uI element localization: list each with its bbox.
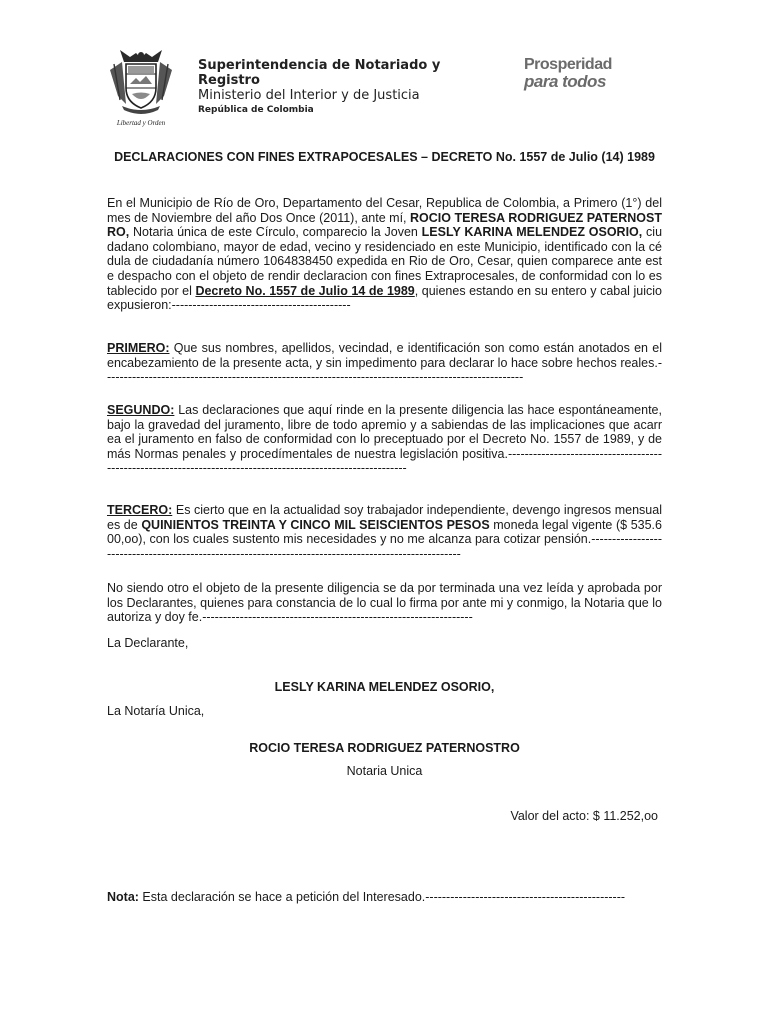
organization-name: Superintendencia de Notariado y Registro (198, 58, 441, 88)
notary-title: Notaria Unica (346, 764, 423, 778)
primero-label: PRIMERO: (107, 341, 170, 355)
slogan-line-2: para todos (524, 72, 606, 91)
closing-paragraph: No siendo otro el objeto de la presente diligencia se da por terminada una vez leída y aprobada por los Declarantes, quienes para constancia de lo cual lo firma por ante mi y conmigo, la Notaria que lo autoriza y doy fe.----------------------------------------------------------------- (107, 581, 662, 625)
declarant-signature-name: LESLY KARINA MELENDEZ OSORIO, (274, 680, 495, 694)
segundo-paragraph (107, 403, 662, 476)
intro-declarant-name: LESLY KARINA MELENDEZ OSORIO, (421, 225, 643, 240)
ministry-name: Ministerio del Interior y de Justicia (198, 88, 420, 103)
intro-text-3: ciudadano colombiano, mayor de edad, vecino y residenciado en este Municipio, identificado con la cédula de ciudadanía número 1064838450 expedida en Rio de Oro, Cesar, quien comparece ante este despacho con el objeto de rendir declaracion con fines Extraprocesales, de conformidad con lo establecido por el (107, 225, 663, 298)
crest-caption: Libertad y Orden (116, 119, 166, 127)
tercero-text-1: Es cierto que en la actualidad soy trabajador independiente, devengo ingresos mensuales de (107, 503, 662, 532)
primero-text: Que sus nombres, apellidos, vecindad, e identificación son como están anotados en el encabezamiento de la presente acta, y sin impedimento para declarar lo hace sobre hechos reales.----------------------------------------------------------------------------------------------------- (107, 341, 662, 385)
slogan-logo (524, 56, 614, 90)
coat-of-arms-icon (106, 44, 176, 128)
intro-notary-name: ROCIO TERESA RODRIGUEZ PATERNOSTRO, (107, 210, 662, 240)
organization-block (198, 58, 458, 116)
declarant-label: La Declarante, (107, 636, 189, 650)
primero-paragraph (107, 341, 662, 385)
notary-signature-name: ROCIO TERESA RODRIGUEZ PATERNOSTRO (249, 741, 520, 755)
note-label: Nota: (107, 890, 139, 904)
coat-of-arms-logo (106, 44, 176, 128)
act-value: Valor del acto: $ 11.252,oo (510, 809, 658, 823)
segundo-text: Las declaraciones que aquí rinde en la presente diligencia las hace espontáneamente, bajo la gravedad del juramento, libre de todo apremio y a sabiendas de las implicaciones que acarrea el juramento en falso de conformidad con lo preceptuado por el Decreto No. 1557 de 1989, y demás Normas penales y procedímentales de nuestra legislación positiva.------------------------------------------------------------------------------------------------------------- (107, 403, 662, 476)
tercero-amount-words: QUINIENTOS TREINTA Y CINCO MIL SEISCIENTOS PESOS (141, 517, 490, 532)
intro-text-4: , quienes estando en su entero y cabal juicio expusieron:------------------------------------------- (107, 283, 662, 313)
note-line (107, 890, 667, 905)
notary-label: La Notaría Unica, (107, 704, 205, 718)
tercero-text-2: moneda legal vigente ($ 535.600,oo), con los cuales sustento mis necesidades y no me alcanza para cotizar pensión.------------------------------------------------------------------------------------------------------ (107, 517, 662, 561)
tercero-label: TERCERO: (107, 503, 173, 517)
republic-name: República de Colombia (198, 105, 314, 115)
note-text: Esta declaración se hace a petición del Interesado.------------------------------------------------ (138, 890, 626, 904)
tercero-paragraph (107, 503, 662, 561)
intro-decree: Decreto No. 1557 de Julio 14 de 1989 (195, 283, 415, 298)
segundo-label: SEGUNDO: (107, 403, 175, 417)
intro-paragraph (107, 196, 662, 313)
document-title: DECLARACIONES CON FINES EXTRAPOCESALES – DECRETO No. 1557 de Julio (14) 1989 (114, 150, 655, 164)
slogan-line-1: Prosperidad (524, 56, 612, 73)
intro-text-2: Notaria única de este Círculo, comparecio la Joven (129, 225, 422, 240)
intro-text-1: En el Municipio de Río de Oro, Departamento del Cesar, Republica de Colombia, a Primero (1°) del mes de Noviembre del año Dos Once (2011), ante mí, (107, 196, 662, 225)
letterhead (106, 44, 666, 134)
